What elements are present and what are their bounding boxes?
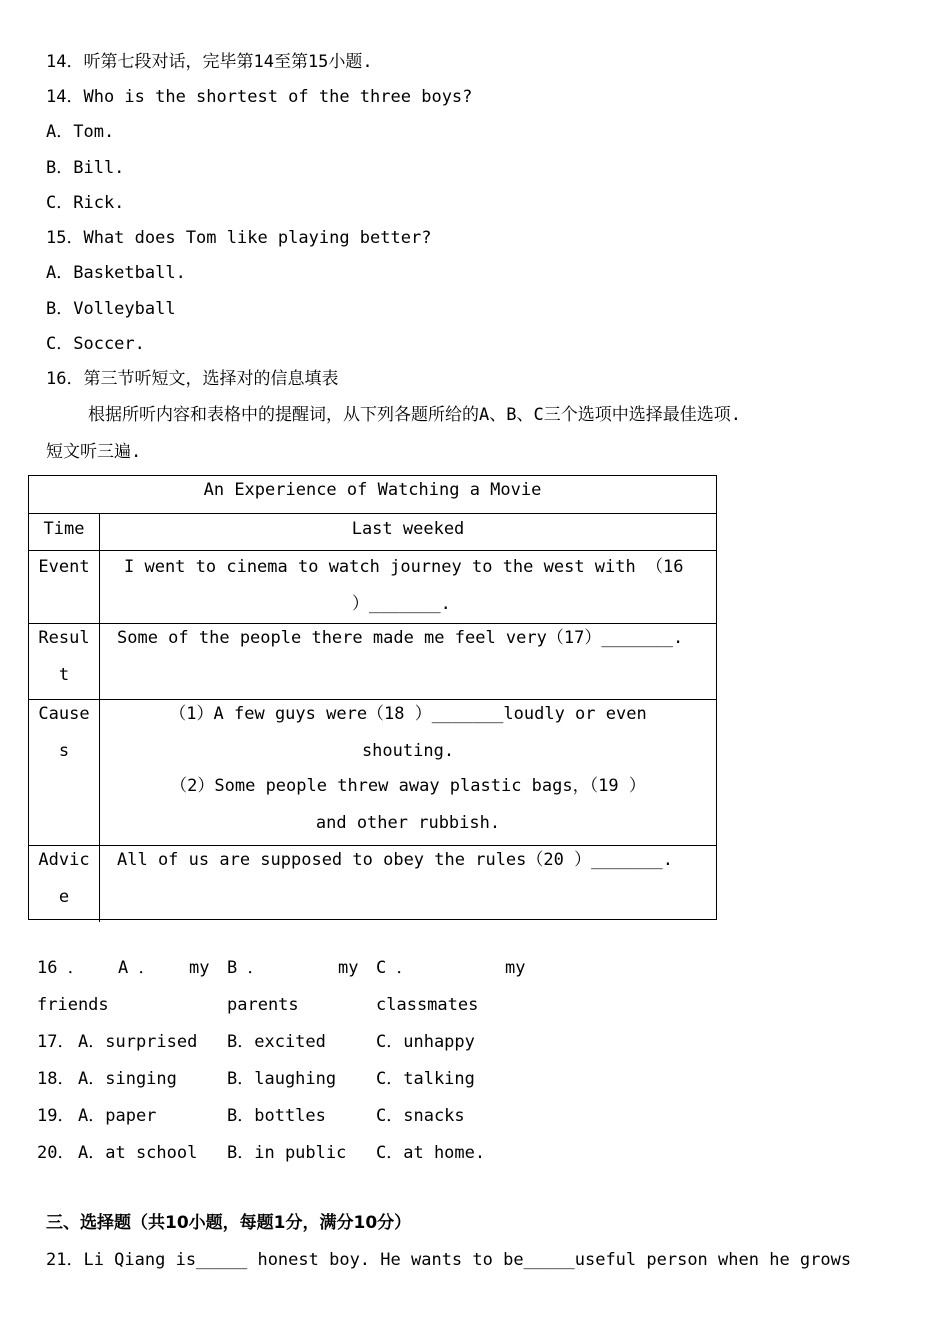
option-c: C．unhappy bbox=[376, 1032, 475, 1052]
option-a-letter: A ． bbox=[118, 958, 156, 978]
question-21: 21．Li Qiang is_____ honest boy. He wants to be_____useful person when he grows bbox=[46, 1250, 852, 1270]
section-heading: 三、选择题（共10小题，每题1分，满分10分） bbox=[46, 1213, 412, 1233]
option-c: C．talking bbox=[376, 1069, 475, 1089]
row-content-cell bbox=[100, 624, 716, 700]
question-15: 15．What does Tom like playing better? bbox=[46, 228, 432, 248]
option-b: B．Bill. bbox=[46, 158, 125, 178]
row-label: Time bbox=[43, 519, 85, 539]
row-text: Last weeked bbox=[351, 519, 465, 539]
row-text: shouting. bbox=[361, 741, 455, 761]
row-label: Advic bbox=[38, 850, 90, 870]
option-num: 19． bbox=[37, 1106, 75, 1126]
instructions-cont: 短文听三遍. bbox=[46, 442, 142, 462]
row-label: s bbox=[58, 741, 70, 761]
row-label: Cause bbox=[38, 704, 90, 724]
option-a: A．singing bbox=[78, 1069, 177, 1089]
row-label-cell bbox=[29, 700, 100, 846]
table-row bbox=[29, 699, 716, 846]
section-heading: 16．第三节听短文，选择对的信息填表 bbox=[46, 369, 339, 389]
option-b: B．Volleyball bbox=[46, 299, 176, 319]
row-text: （2）Some people threw away plastic bags，（19 ） bbox=[170, 776, 646, 796]
option-a: A．Tom. bbox=[46, 122, 115, 142]
row-text: and other rubbish. bbox=[315, 813, 501, 833]
table-row bbox=[29, 550, 716, 624]
option-b-text: my bbox=[338, 958, 359, 978]
option-b: B．laughing bbox=[227, 1069, 337, 1089]
row-label: e bbox=[58, 887, 70, 907]
option-c: C．Rick. bbox=[46, 193, 125, 213]
row-text: Some of the people there made me feel very（17）_______. bbox=[117, 628, 684, 648]
instruction-line: 14．听第七段对话，完毕第14至第15小题. bbox=[46, 52, 373, 72]
row-content-cell bbox=[100, 846, 716, 922]
row-text: All of us are supposed to obey the rules（20 ）_______. bbox=[117, 850, 673, 870]
table-row bbox=[29, 845, 716, 922]
row-label: Event bbox=[38, 557, 90, 577]
option-c-text: my bbox=[505, 958, 526, 978]
option-a: A．at school bbox=[78, 1143, 198, 1163]
option-a: A．surprised bbox=[78, 1032, 198, 1052]
option-a-text: friends bbox=[37, 995, 109, 1015]
option-a-text: my bbox=[189, 958, 210, 978]
row-text: I went to cinema to watch journey to the west with （16 bbox=[124, 557, 684, 577]
instructions: 根据所听内容和表格中的提醒词，从下列各题所给的A、B、C三个选项中选择最佳选项. bbox=[88, 405, 741, 425]
option-c: C．Soccer. bbox=[46, 334, 145, 354]
table-title-row bbox=[29, 476, 716, 513]
option-c-letter: C ． bbox=[376, 958, 414, 978]
option-c-text: classmates bbox=[376, 995, 479, 1015]
info-table bbox=[28, 475, 717, 920]
question-14: 14．Who is the shortest of the three boys? bbox=[46, 87, 473, 107]
option-num: 20． bbox=[37, 1143, 75, 1163]
option-num: 17． bbox=[37, 1032, 75, 1052]
row-text: ）_______. bbox=[352, 594, 451, 614]
row-label: t bbox=[58, 665, 70, 685]
row-label: Resul bbox=[38, 628, 90, 648]
table-row bbox=[29, 513, 716, 551]
table-row bbox=[29, 623, 716, 700]
option-b-text: parents bbox=[227, 995, 299, 1015]
row-label-cell bbox=[29, 624, 100, 700]
option-a: A．Basketball. bbox=[46, 263, 186, 283]
option-b: B．bottles bbox=[227, 1106, 326, 1126]
row-content-cell bbox=[100, 551, 716, 624]
option-b: B．in public bbox=[227, 1143, 347, 1163]
row-content-cell bbox=[100, 700, 716, 846]
row-label-cell bbox=[29, 514, 100, 551]
row-label-cell bbox=[29, 846, 100, 922]
option-b-letter: B ． bbox=[227, 958, 265, 978]
option-num: 18． bbox=[37, 1069, 75, 1089]
table-title: An Experience of Watching a Movie bbox=[203, 480, 542, 500]
option-c: C．snacks bbox=[376, 1106, 465, 1126]
row-label-cell bbox=[29, 551, 100, 624]
option-num: 16 ． bbox=[37, 958, 85, 978]
option-b: B．excited bbox=[227, 1032, 326, 1052]
row-content-cell bbox=[100, 514, 716, 551]
option-c: C．at home. bbox=[376, 1143, 486, 1163]
option-a: A．paper bbox=[78, 1106, 157, 1126]
row-text: （1）A few guys were（18 ）_______loudly or even bbox=[169, 704, 647, 724]
